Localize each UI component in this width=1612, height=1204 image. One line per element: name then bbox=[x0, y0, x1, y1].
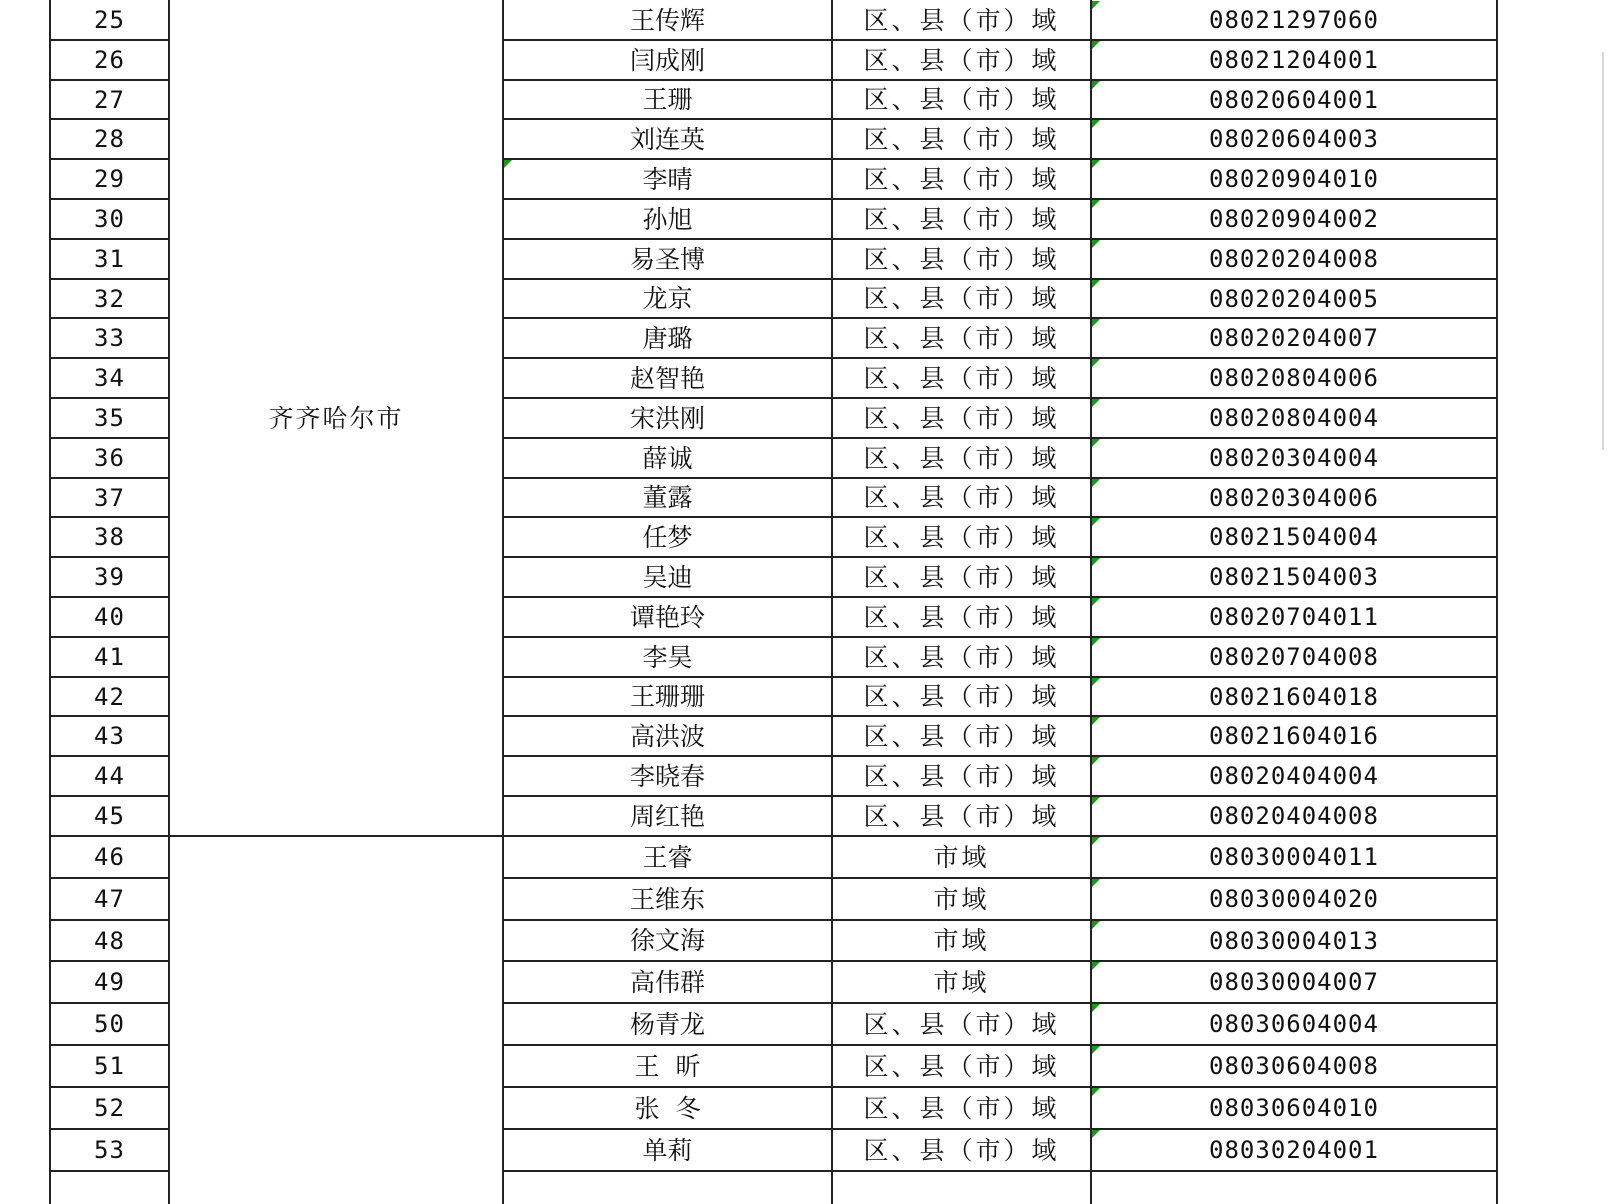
code-cell[interactable]: 08021504004 bbox=[1209, 523, 1379, 551]
row-number-cell[interactable]: 42 bbox=[94, 682, 125, 711]
name-cell[interactable]: 宋洪刚 bbox=[629, 403, 705, 433]
row-number-cell[interactable]: 26 bbox=[94, 46, 125, 74]
code-cell[interactable]: 08020704011 bbox=[1209, 603, 1379, 631]
row-number-cell[interactable]: 34 bbox=[94, 364, 125, 392]
row-number-cell[interactable]: 32 bbox=[94, 284, 125, 313]
region-cell[interactable]: 区、县（市）域 bbox=[863, 1009, 1060, 1039]
cell-marker-icon bbox=[1092, 160, 1100, 168]
region-cell[interactable]: 市域 bbox=[933, 842, 990, 872]
code-cell[interactable]: 08030604010 bbox=[1209, 1094, 1379, 1122]
code-cell[interactable]: 08020904002 bbox=[1209, 205, 1379, 233]
name-cell[interactable]: 赵智艳 bbox=[629, 363, 705, 393]
row-number-cell[interactable]: 48 bbox=[94, 926, 125, 955]
code-cell[interactable]: 08020704008 bbox=[1209, 643, 1379, 671]
name-cell[interactable]: 董露 bbox=[642, 483, 693, 512]
region-cell[interactable]: 区、县（市）域 bbox=[863, 562, 1060, 592]
cell-marker-icon bbox=[1092, 598, 1100, 606]
name-cell[interactable]: 杨青龙 bbox=[629, 1009, 705, 1039]
name-cell[interactable]: 谭艳玲 bbox=[629, 602, 705, 632]
code-cell[interactable]: 08020304006 bbox=[1209, 483, 1379, 512]
name-cell[interactable]: 易圣博 bbox=[629, 244, 705, 274]
name-cell[interactable]: 王传辉 bbox=[629, 5, 705, 35]
code-cell[interactable]: 08021297060 bbox=[1209, 6, 1379, 34]
cell-marker-icon bbox=[1092, 240, 1100, 248]
cell-marker-icon bbox=[1092, 962, 1100, 970]
cell-marker-icon bbox=[1092, 638, 1100, 646]
code-cell[interactable]: 08021504003 bbox=[1209, 563, 1379, 591]
name-cell[interactable]: 徐文海 bbox=[629, 926, 705, 955]
row-number-cell[interactable]: 43 bbox=[94, 722, 125, 750]
cell-marker-icon bbox=[1092, 757, 1100, 765]
region-cell[interactable]: 区、县（市）域 bbox=[863, 522, 1060, 552]
code-cell[interactable]: 08020204007 bbox=[1209, 324, 1379, 352]
row-number-cell[interactable]: 37 bbox=[94, 483, 125, 512]
row-number-cell[interactable]: 38 bbox=[94, 523, 125, 551]
name-cell[interactable]: 张 冬 bbox=[634, 1093, 701, 1123]
name-cell[interactable]: 王珊 bbox=[642, 85, 693, 114]
cell-marker-icon bbox=[1092, 120, 1100, 128]
region-cell[interactable]: 区、县（市）域 bbox=[863, 164, 1060, 194]
code-cell[interactable]: 08020604001 bbox=[1209, 85, 1379, 114]
region-cell[interactable]: 区、县（市）域 bbox=[863, 5, 1060, 35]
cell-marker-icon bbox=[1092, 518, 1100, 526]
name-cell[interactable]: 单莉 bbox=[642, 1135, 693, 1165]
row-number-cell[interactable]: 51 bbox=[94, 1052, 125, 1080]
scrollbar-edge[interactable] bbox=[1602, 52, 1608, 450]
region-cell[interactable]: 区、县（市）域 bbox=[863, 85, 1060, 114]
row-number-cell[interactable]: 29 bbox=[94, 165, 125, 193]
region-cell[interactable]: 区、县（市）域 bbox=[863, 801, 1060, 831]
code-cell[interactable]: 08020904010 bbox=[1209, 165, 1379, 193]
row-number-cell[interactable]: 47 bbox=[94, 885, 125, 913]
row-number-cell[interactable]: 46 bbox=[94, 843, 125, 871]
cell-marker-icon bbox=[1092, 41, 1100, 49]
cell-marker-icon bbox=[1092, 439, 1100, 447]
region-cell[interactable]: 区、县（市）域 bbox=[863, 363, 1060, 393]
row-number-cell[interactable]: 25 bbox=[94, 6, 125, 34]
region-cell[interactable]: 区、县（市）域 bbox=[863, 1093, 1060, 1123]
row-number-cell[interactable]: 33 bbox=[94, 324, 125, 352]
region-cell[interactable]: 区、县（市）域 bbox=[863, 403, 1060, 433]
cell-marker-icon bbox=[1092, 81, 1100, 89]
name-cell[interactable]: 孙旭 bbox=[642, 204, 693, 234]
code-cell[interactable]: 08021204001 bbox=[1209, 46, 1379, 74]
name-cell[interactable]: 王睿 bbox=[642, 842, 693, 872]
region-cell[interactable]: 区、县（市）域 bbox=[863, 682, 1060, 711]
name-cell[interactable]: 龙京 bbox=[642, 284, 693, 313]
region-cell[interactable]: 区、县（市）域 bbox=[863, 602, 1060, 632]
row-number-cell[interactable]: 52 bbox=[94, 1094, 125, 1122]
region-cell[interactable]: 区、县（市）域 bbox=[863, 45, 1060, 75]
region-cell[interactable]: 区、县（市）域 bbox=[863, 284, 1060, 313]
code-cell[interactable]: 08020804004 bbox=[1209, 404, 1379, 432]
name-cell[interactable]: 任梦 bbox=[642, 522, 693, 552]
cell-marker-icon bbox=[1092, 837, 1100, 845]
name-cell[interactable]: 高洪波 bbox=[629, 721, 705, 751]
name-cell[interactable]: 王 昕 bbox=[634, 1051, 701, 1081]
code-cell[interactable]: 08021604018 bbox=[1209, 682, 1379, 711]
name-cell[interactable]: 李晓春 bbox=[629, 761, 705, 791]
group-city-cell[interactable]: 齐齐哈尔市 bbox=[268, 403, 404, 433]
region-cell[interactable]: 区、县（市）域 bbox=[863, 642, 1060, 672]
code-cell[interactable]: 08020804006 bbox=[1209, 364, 1379, 392]
name-cell[interactable]: 唐璐 bbox=[642, 323, 693, 353]
cell-marker-icon bbox=[1092, 399, 1100, 407]
cell-marker-icon bbox=[1092, 1130, 1100, 1138]
cell-marker-icon bbox=[1092, 1088, 1100, 1096]
region-cell[interactable]: 区、县（市）域 bbox=[863, 204, 1060, 234]
name-cell[interactable]: 高伟群 bbox=[629, 967, 705, 997]
row-number-cell[interactable]: 28 bbox=[94, 125, 125, 153]
row-number-cell[interactable]: 41 bbox=[94, 643, 125, 671]
code-cell[interactable]: 08020304004 bbox=[1209, 444, 1379, 472]
row-number-cell[interactable]: 44 bbox=[94, 762, 125, 790]
row-number-cell[interactable]: 35 bbox=[94, 404, 125, 432]
code-cell[interactable]: 08030004020 bbox=[1209, 885, 1379, 913]
row-number-cell[interactable]: 30 bbox=[94, 205, 125, 233]
region-cell[interactable]: 区、县（市）域 bbox=[863, 483, 1060, 512]
code-cell[interactable]: 08030004007 bbox=[1209, 968, 1379, 996]
cell-marker-icon bbox=[1092, 717, 1100, 725]
region-cell[interactable]: 区、县（市）域 bbox=[863, 1135, 1060, 1165]
cell-marker-icon bbox=[1092, 280, 1100, 288]
cell-marker-icon bbox=[1092, 797, 1100, 805]
cell-marker-icon bbox=[1092, 200, 1100, 208]
cell-marker-icon bbox=[1092, 479, 1100, 487]
name-cell[interactable]: 吴迪 bbox=[642, 562, 693, 592]
code-cell[interactable]: 08030004011 bbox=[1209, 843, 1379, 871]
region-cell[interactable]: 区、县（市）域 bbox=[863, 443, 1060, 473]
row-number-cell[interactable]: 50 bbox=[94, 1010, 125, 1038]
region-cell[interactable]: 市域 bbox=[933, 884, 990, 914]
region-cell[interactable]: 区、县（市）域 bbox=[863, 323, 1060, 353]
code-cell[interactable]: 08030204001 bbox=[1209, 1136, 1379, 1164]
code-cell[interactable]: 08020204008 bbox=[1209, 245, 1379, 273]
region-cell[interactable]: 区、县（市）域 bbox=[863, 244, 1060, 274]
name-cell[interactable]: 薛诚 bbox=[642, 443, 693, 473]
cell-marker-icon bbox=[1092, 558, 1100, 566]
cell-marker-icon bbox=[1092, 319, 1100, 327]
name-cell[interactable]: 王珊珊 bbox=[629, 682, 705, 711]
row-number-cell[interactable]: 31 bbox=[94, 245, 125, 273]
name-cell[interactable]: 李昊 bbox=[642, 642, 693, 672]
cell-marker-icon bbox=[1092, 1046, 1100, 1054]
name-cell[interactable]: 刘连英 bbox=[629, 124, 705, 154]
row-number-cell[interactable]: 40 bbox=[94, 603, 125, 631]
cell-marker-icon bbox=[504, 160, 512, 168]
region-cell[interactable]: 区、县（市）域 bbox=[863, 1051, 1060, 1081]
region-cell[interactable]: 市域 bbox=[933, 967, 990, 997]
cell-marker-icon bbox=[1092, 921, 1100, 929]
name-cell[interactable]: 周红艳 bbox=[629, 801, 705, 831]
code-cell[interactable]: 08020204005 bbox=[1209, 284, 1379, 313]
region-cell[interactable]: 区、县（市）域 bbox=[863, 124, 1060, 154]
name-cell[interactable]: 李晴 bbox=[642, 164, 693, 194]
cell-marker-icon bbox=[1092, 359, 1100, 367]
code-cell[interactable]: 08020404004 bbox=[1209, 762, 1379, 790]
region-cell[interactable]: 区、县（市）域 bbox=[863, 761, 1060, 791]
row-number-cell[interactable]: 53 bbox=[94, 1136, 125, 1164]
row-number-cell[interactable]: 27 bbox=[94, 85, 125, 114]
code-cell[interactable]: 08020404008 bbox=[1209, 802, 1379, 830]
name-cell[interactable]: 闫成刚 bbox=[629, 45, 705, 75]
row-number-cell[interactable]: 49 bbox=[94, 968, 125, 996]
code-cell[interactable]: 08020604003 bbox=[1209, 125, 1379, 153]
code-cell[interactable]: 08021604016 bbox=[1209, 722, 1379, 750]
row-number-cell[interactable]: 36 bbox=[94, 444, 125, 472]
row-number-cell[interactable]: 39 bbox=[94, 563, 125, 591]
cell-marker-icon bbox=[1092, 879, 1100, 887]
row-number-cell[interactable]: 45 bbox=[94, 802, 125, 830]
cell-marker-icon bbox=[1092, 1, 1100, 9]
name-cell[interactable]: 王维东 bbox=[629, 884, 705, 914]
code-cell[interactable]: 08030604004 bbox=[1209, 1010, 1379, 1038]
code-cell[interactable]: 08030604008 bbox=[1209, 1052, 1379, 1080]
code-cell[interactable]: 08030004013 bbox=[1209, 926, 1379, 955]
cell-marker-icon bbox=[1092, 1004, 1100, 1012]
region-cell[interactable]: 市域 bbox=[933, 926, 990, 955]
cell-marker-icon bbox=[1092, 678, 1100, 686]
region-cell[interactable]: 区、县（市）域 bbox=[863, 721, 1060, 751]
